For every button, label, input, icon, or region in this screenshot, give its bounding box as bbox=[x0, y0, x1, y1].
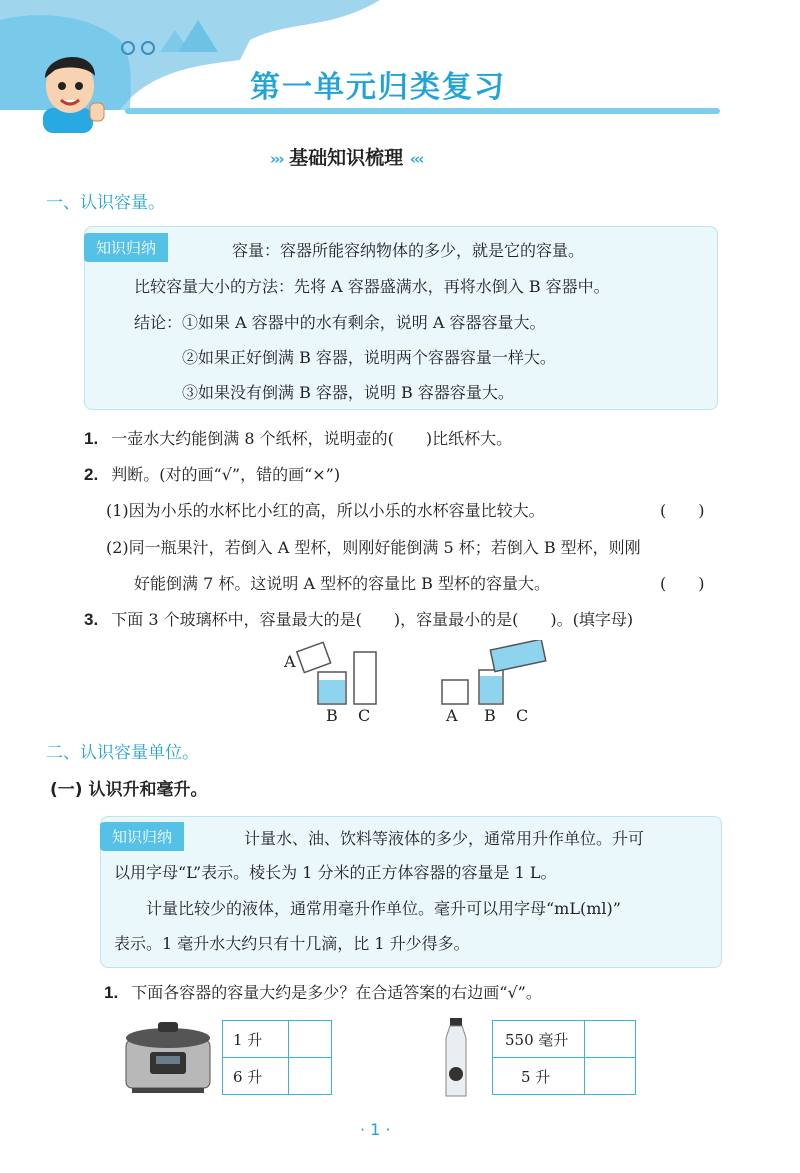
knowledge-line: 以用字母“L”表示。棱长为 1 分米的正方体容器的容量是 1 L。 bbox=[114, 863, 557, 882]
chevron-left-icon: ‹‹‹ bbox=[409, 150, 423, 168]
option-label: 1 升 bbox=[223, 1021, 289, 1058]
option-label: 550 毫升 bbox=[493, 1021, 585, 1058]
option-label: 5 升 bbox=[493, 1058, 585, 1095]
part1-heading: 一、认识容量。 bbox=[46, 193, 165, 213]
question-2-item: (2)同一瓶果汁，若倒入 A 型杯，则刚好能倒满 5 杯；若倒入 B 型杯，则刚 bbox=[106, 538, 641, 557]
knowledge-line: 结论：①如果 A 容器中的水有剩余，说明 A 容器容量大。 bbox=[134, 313, 546, 332]
knowledge-line: 表示。1 毫升水大约只有十几滴，比 1 升少得多。 bbox=[114, 934, 470, 953]
answer-paren: ( ) bbox=[660, 574, 705, 593]
question-2-item: (1)因为小乐的水杯比小红的高，所以小乐的水杯容量比较大。 bbox=[106, 501, 545, 520]
pressure-cooker-icon bbox=[122, 1018, 214, 1094]
answer-cell[interactable] bbox=[289, 1058, 332, 1095]
page-number: · 1 · bbox=[360, 1120, 391, 1139]
part2-heading: 二、认识容量单位。 bbox=[46, 743, 199, 763]
knowledge-line: 容量：容器所能容纳物体的多少，就是它的容量。 bbox=[232, 241, 585, 260]
option-label: 6 升 bbox=[223, 1058, 289, 1095]
knowledge-tag-2: 知识归纳 bbox=[100, 822, 184, 851]
knowledge-line: 计量比较少的液体，通常用毫升作单位。毫升可以用字母“mL(ml)” bbox=[146, 899, 621, 918]
question-2: 2. 判断。(对的画“√”，错的画“×”) bbox=[84, 465, 341, 484]
knowledge-line: 比较容量大小的方法：先将 A 容器盛满水，再将水倒入 B 容器中。 bbox=[134, 277, 610, 296]
section-title bbox=[270, 143, 422, 170]
glass-figure bbox=[280, 640, 560, 710]
section-title-text: 基础知识梳理 bbox=[289, 147, 404, 169]
question-3: 3. 下面 3 个玻璃杯中，容量最大的是( )，容量最小的是( )。(填字母) bbox=[84, 610, 634, 629]
answer-cell[interactable] bbox=[585, 1021, 636, 1058]
question-1: 1. 一壶水大约能倒满 8 个纸杯，说明壶的( )比纸杯大。 bbox=[84, 429, 513, 448]
figure-label: B bbox=[326, 706, 338, 725]
part2-question-1: 1. 下面各容器的容量大约是多少？在合适答案的右边画“√”。 bbox=[104, 983, 542, 1002]
bottle-icon bbox=[438, 1016, 474, 1100]
answer-table-left bbox=[222, 1020, 332, 1095]
page-title: 第一单元归类复习 bbox=[250, 70, 506, 105]
figure-label: C bbox=[358, 706, 371, 725]
figure-label: B bbox=[484, 706, 496, 725]
figure-label: A bbox=[446, 706, 458, 725]
figure-label: A bbox=[284, 652, 296, 671]
knowledge-line: ②如果正好倒满 B 容器，说明两个容器容量一样大。 bbox=[182, 348, 556, 367]
figure-label: C bbox=[516, 706, 529, 725]
knowledge-tag-1: 知识归纳 bbox=[84, 233, 168, 262]
chevron-right-icon: ››› bbox=[270, 150, 283, 168]
boy-mascot-icon bbox=[35, 48, 110, 133]
knowledge-line: ③如果没有倒满 B 容器，说明 B 容器容量大。 bbox=[182, 383, 514, 402]
answer-table-right bbox=[492, 1020, 636, 1095]
answer-cell[interactable] bbox=[289, 1021, 332, 1058]
question-2-item: 好能倒满 7 杯。这说明 A 型杯的容量比 B 型杯的容量大。 bbox=[134, 574, 551, 593]
answer-paren: ( ) bbox=[660, 501, 705, 520]
answer-cell[interactable] bbox=[585, 1058, 636, 1095]
part2-subheading: (一) 认识升和毫升。 bbox=[50, 780, 208, 800]
knowledge-line: 计量水、油、饮料等液体的多少，通常用升作单位。升可 bbox=[244, 829, 645, 848]
